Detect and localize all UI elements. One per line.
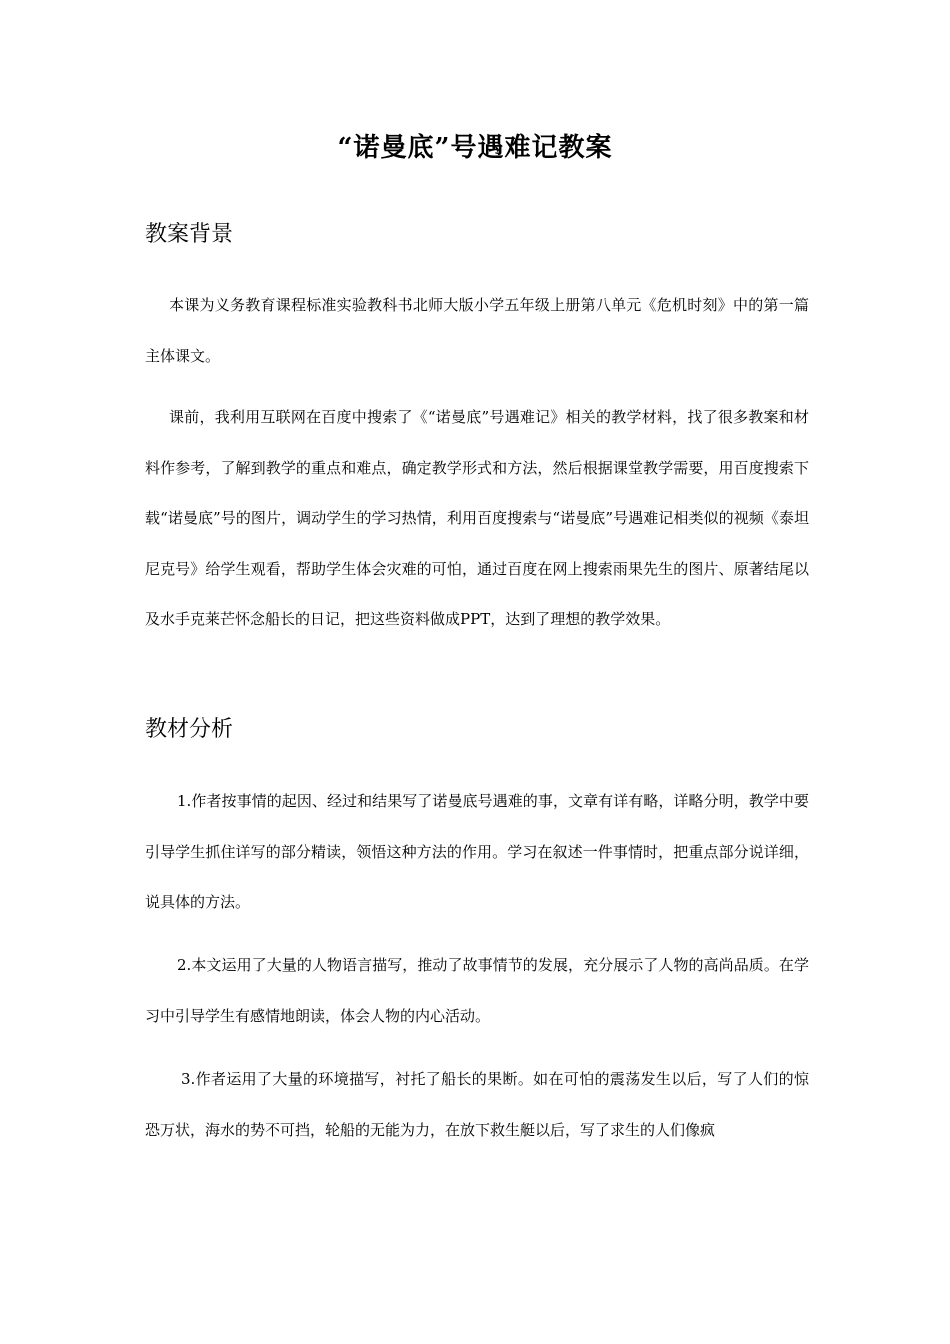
section-heading-analysis: 教材分析	[145, 717, 234, 742]
background-paragraph-1: 本课为义务教育课程标准实验教科书北师大版小学五年级上册第八单元《危机时刻》中的第一篇主体课文。	[145, 296, 809, 365]
section-heading-background: 教案背景	[145, 222, 234, 247]
document-title: “诺曼底”号遇难记教案	[337, 133, 613, 163]
analysis-paragraph-2: 2.本文运用了大量的人物语言描写，推动了故事情节的发展，充分展示了人物的高尚品质。在学习中引导学生有感情地朗读，体会人物的内心活动。	[145, 956, 809, 1025]
analysis-paragraph-3: 3.作者运用了大量的环境描写，衬托了船长的果断。如在可怕的震荡发生以后，写了人们的惊恐万状，海水的势不可挡，轮船的无能为力，在放下救生艇以后，写了求生的人们像疯	[145, 1070, 809, 1139]
analysis-paragraph-1: 1.作者按事情的起因、经过和结果写了诺曼底号遇难的事，文章有详有略，详略分明，教学中要引导学生抓住详写的部分精读，领悟这种方法的作用。学习在叙述一件事情时，把重点部分说详细，说具体的方法。	[145, 792, 809, 911]
background-paragraph-2: 课前，我利用互联网在百度中搜索了《“诺曼底”号遇难记》相关的教学材料，找了很多教案和材料作参考，了解到教学的重点和难点，确定教学形式和方法，然后根据课堂教学需要，用百度搜索下载“诺曼底”号的图片，调动学生的学习热情，利用百度搜索与“诺曼底”号遇难记相类似的视频《泰坦尼克号》给学生观看，帮助学生体会灾难的可怕，通过百度在网上搜索雨果先生的图片、原著结尾以及水手克莱芒怀念船长的日记，把这些资料做成PPT，达到了理想的教学效果。	[145, 408, 809, 628]
